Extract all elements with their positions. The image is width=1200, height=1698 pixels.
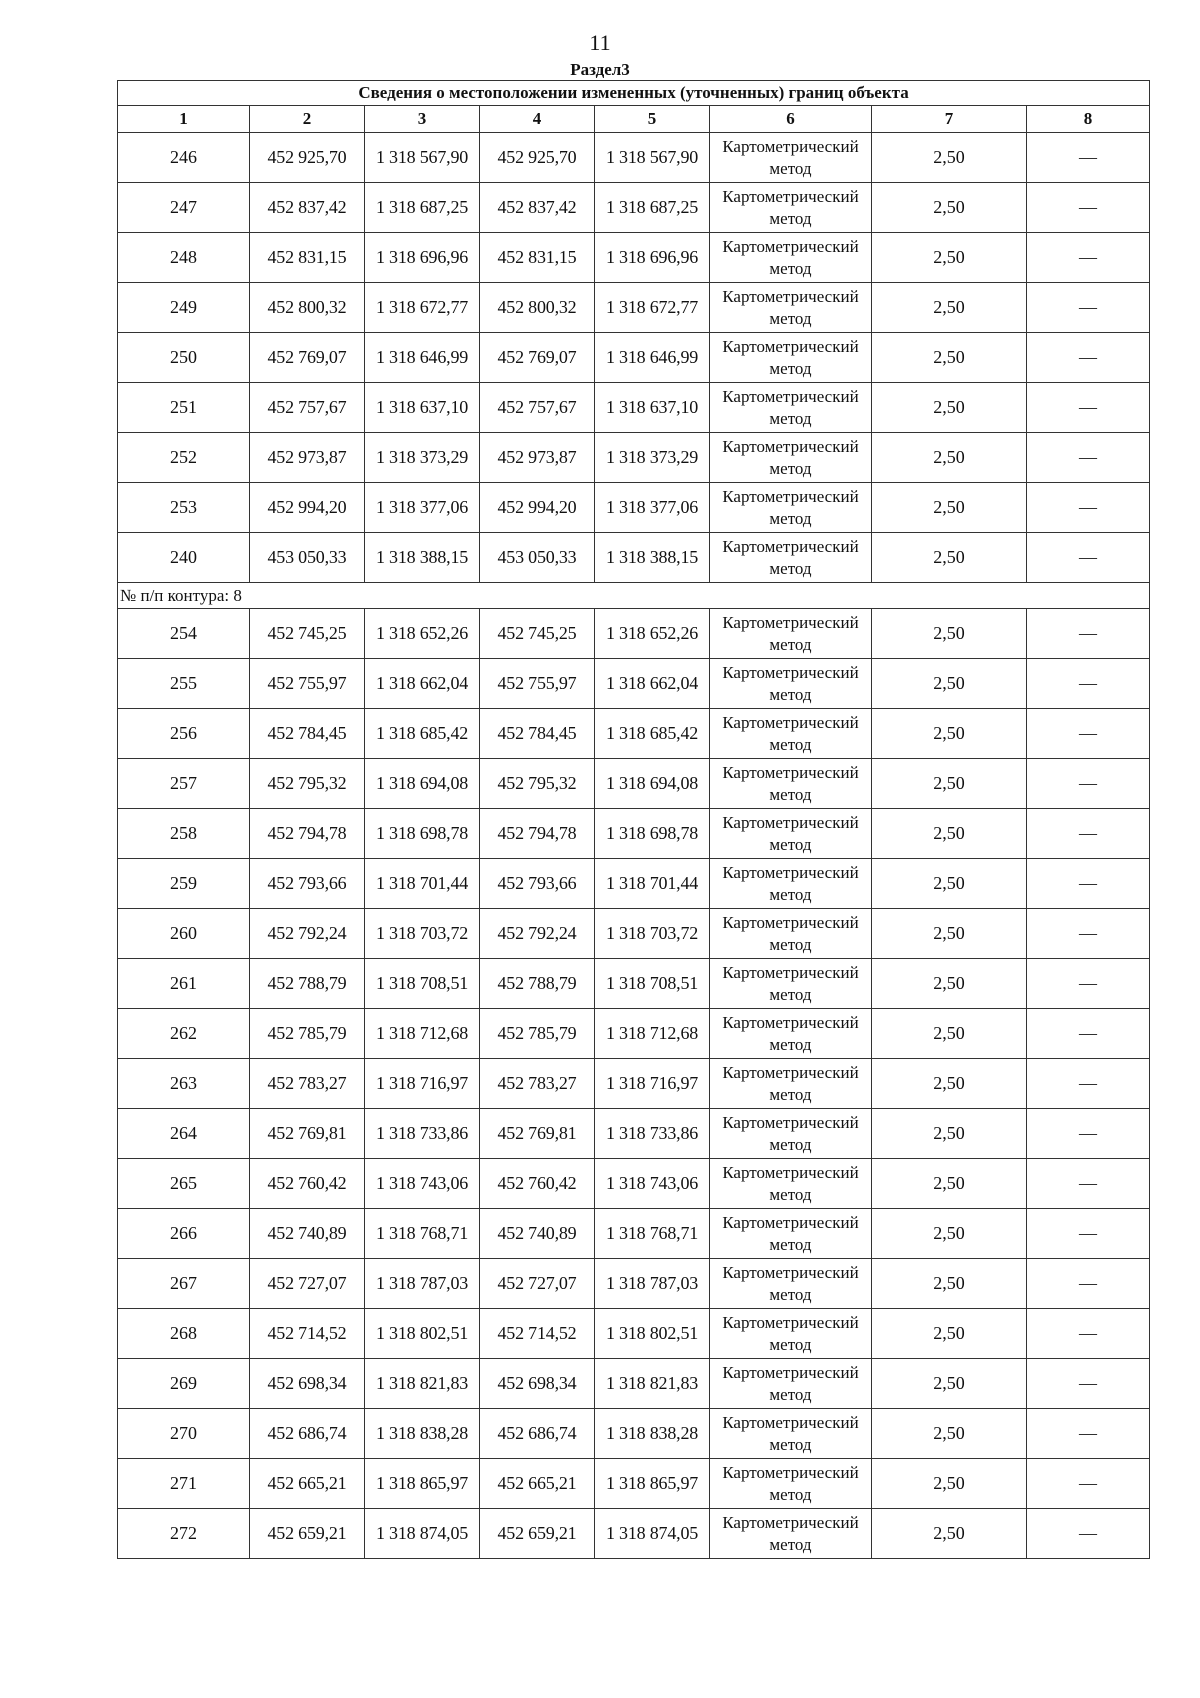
- table-cell-col-7: 2,50: [872, 1509, 1027, 1559]
- table-cell-col-7: 2,50: [872, 433, 1027, 483]
- table-row: [118, 483, 1150, 533]
- table-cell-col-8: —: [1027, 859, 1150, 909]
- table-cell-col-2: 452 795,32: [250, 759, 365, 809]
- table-cell-col-5: 1 318 694,08: [595, 759, 710, 809]
- table-cell-col-6: Картометрический метод: [710, 1359, 872, 1409]
- table-row: [118, 1009, 1150, 1059]
- table-cell-col-1: 271: [118, 1459, 250, 1509]
- table-cell-col-6: Картометрический метод: [710, 383, 872, 433]
- column-header-2: 2: [250, 106, 365, 133]
- table-cell-col-3: 1 318 743,06: [365, 1159, 480, 1209]
- table-cell-col-8: —: [1027, 809, 1150, 859]
- table-cell-col-7: 2,50: [872, 1409, 1027, 1459]
- table-cell-col-3: 1 318 733,86: [365, 1109, 480, 1159]
- table-cell-col-1: 260: [118, 909, 250, 959]
- table-cell-col-3: 1 318 377,06: [365, 483, 480, 533]
- table-row: [118, 1059, 1150, 1109]
- table-cell-col-7: 2,50: [872, 1059, 1027, 1109]
- table-cell-col-8: —: [1027, 1209, 1150, 1259]
- table-cell-col-2: 452 783,27: [250, 1059, 365, 1109]
- table-cell-col-7: 2,50: [872, 483, 1027, 533]
- table-cell-col-3: 1 318 662,04: [365, 659, 480, 709]
- table-row: [118, 133, 1150, 183]
- table-caption-row: [118, 81, 1150, 106]
- table-cell-col-5: 1 318 743,06: [595, 1159, 710, 1209]
- table-cell-col-6: Картометрический метод: [710, 1159, 872, 1209]
- table-cell-col-4: 452 788,79: [480, 959, 595, 1009]
- table-cell-col-7: 2,50: [872, 659, 1027, 709]
- table-cell-col-5: 1 318 787,03: [595, 1259, 710, 1309]
- table-cell-col-4: 452 740,89: [480, 1209, 595, 1259]
- table-cell-col-2: 452 792,24: [250, 909, 365, 959]
- table-row: [118, 759, 1150, 809]
- table-cell-col-7: 2,50: [872, 333, 1027, 383]
- table-cell-col-2: 452 760,42: [250, 1159, 365, 1209]
- table-cell-col-7: 2,50: [872, 383, 1027, 433]
- table-cell-col-4: 452 698,34: [480, 1359, 595, 1409]
- table-row: [118, 1459, 1150, 1509]
- table-cell-col-4: 452 659,21: [480, 1509, 595, 1559]
- table-cell-col-4: 452 792,24: [480, 909, 595, 959]
- table-cell-col-4: 452 745,25: [480, 609, 595, 659]
- table-cell-col-1: 264: [118, 1109, 250, 1159]
- table-cell-col-2: 452 925,70: [250, 133, 365, 183]
- table-cell-col-5: 1 318 388,15: [595, 533, 710, 583]
- table-cell-col-2: 452 994,20: [250, 483, 365, 533]
- table-cell-col-8: —: [1027, 909, 1150, 959]
- table-cell-col-4: 452 755,97: [480, 659, 595, 709]
- table-cell-col-1: 251: [118, 383, 250, 433]
- table-caption: Сведения о местоположении измененных (уточненных) границ объекта: [118, 81, 1150, 106]
- table-cell-col-4: 452 760,42: [480, 1159, 595, 1209]
- table-cell-col-7: 2,50: [872, 533, 1027, 583]
- table-cell-col-3: 1 318 388,15: [365, 533, 480, 583]
- table-row: [118, 333, 1150, 383]
- table-cell-col-4: 452 727,07: [480, 1259, 595, 1309]
- table-cell-col-3: 1 318 712,68: [365, 1009, 480, 1059]
- table-cell-col-4: 452 783,27: [480, 1059, 595, 1109]
- table-cell-col-4: 452 794,78: [480, 809, 595, 859]
- table-cell-col-2: 452 665,21: [250, 1459, 365, 1509]
- table-cell-col-6: Картометрический метод: [710, 1509, 872, 1559]
- table-cell-col-7: 2,50: [872, 1309, 1027, 1359]
- table-cell-col-5: 1 318 373,29: [595, 433, 710, 483]
- table-cell-col-5: 1 318 567,90: [595, 133, 710, 183]
- table-cell-col-1: 249: [118, 283, 250, 333]
- table-cell-col-3: 1 318 701,44: [365, 859, 480, 909]
- table-cell-col-8: —: [1027, 433, 1150, 483]
- table-cell-col-8: —: [1027, 183, 1150, 233]
- table-cell-col-4: 452 837,42: [480, 183, 595, 233]
- table-cell-col-6: Картометрический метод: [710, 1259, 872, 1309]
- table-cell-col-7: 2,50: [872, 233, 1027, 283]
- table-row: [118, 1159, 1150, 1209]
- table-row: [118, 433, 1150, 483]
- column-header-6: 6: [710, 106, 872, 133]
- table-cell-col-5: 1 318 637,10: [595, 383, 710, 433]
- table-cell-col-6: Картометрический метод: [710, 183, 872, 233]
- table-cell-col-8: —: [1027, 1509, 1150, 1559]
- table-cell-col-7: 2,50: [872, 759, 1027, 809]
- table-row: [118, 383, 1150, 433]
- contour-label-row: [118, 583, 1150, 609]
- table-cell-col-4: 452 665,21: [480, 1459, 595, 1509]
- table-row: [118, 1409, 1150, 1459]
- table-cell-col-6: Картометрический метод: [710, 809, 872, 859]
- table-cell-col-2: 452 837,42: [250, 183, 365, 233]
- table-cell-col-2: 452 788,79: [250, 959, 365, 1009]
- table-row: [118, 1309, 1150, 1359]
- table-row: [118, 959, 1150, 1009]
- table-cell-col-4: 452 795,32: [480, 759, 595, 809]
- table-row: [118, 283, 1150, 333]
- table-row: [118, 1209, 1150, 1259]
- table-cell-col-6: Картометрический метод: [710, 609, 872, 659]
- table-cell-col-6: Картометрический метод: [710, 709, 872, 759]
- table-cell-col-1: 247: [118, 183, 250, 233]
- table-cell-col-4: 452 793,66: [480, 859, 595, 909]
- table-cell-col-2: 453 050,33: [250, 533, 365, 583]
- table-cell-col-1: 270: [118, 1409, 250, 1459]
- table-cell-col-1: 250: [118, 333, 250, 383]
- table-cell-col-4: 452 925,70: [480, 133, 595, 183]
- table-cell-col-2: 452 757,67: [250, 383, 365, 433]
- table-row: [118, 659, 1150, 709]
- table-cell-col-5: 1 318 821,83: [595, 1359, 710, 1409]
- table-cell-col-6: Картометрический метод: [710, 1209, 872, 1259]
- table-cell-col-2: 452 793,66: [250, 859, 365, 909]
- table-cell-col-1: 269: [118, 1359, 250, 1409]
- table-cell-col-2: 452 769,81: [250, 1109, 365, 1159]
- table-cell-col-5: 1 318 662,04: [595, 659, 710, 709]
- table-cell-col-3: 1 318 696,96: [365, 233, 480, 283]
- table-cell-col-1: 265: [118, 1159, 250, 1209]
- table-row: [118, 1509, 1150, 1559]
- table-cell-col-1: 240: [118, 533, 250, 583]
- table-cell-col-6: Картометрический метод: [710, 1409, 872, 1459]
- table-cell-col-6: Картометрический метод: [710, 859, 872, 909]
- table-cell-col-8: —: [1027, 283, 1150, 333]
- table-row: [118, 709, 1150, 759]
- table-cell-col-7: 2,50: [872, 609, 1027, 659]
- table-cell-col-5: 1 318 377,06: [595, 483, 710, 533]
- page-number: 11: [589, 30, 611, 55]
- table-row: [118, 909, 1150, 959]
- table-row: [118, 533, 1150, 583]
- table-cell-col-3: 1 318 865,97: [365, 1459, 480, 1509]
- table-cell-col-4: 452 686,74: [480, 1409, 595, 1459]
- column-header-3: 3: [365, 106, 480, 133]
- table-cell-col-5: 1 318 708,51: [595, 959, 710, 1009]
- table-cell-col-8: —: [1027, 659, 1150, 709]
- table-cell-col-5: 1 318 646,99: [595, 333, 710, 383]
- table-cell-col-2: 452 686,74: [250, 1409, 365, 1459]
- table-cell-col-1: 259: [118, 859, 250, 909]
- table-cell-col-7: 2,50: [872, 859, 1027, 909]
- table-cell-col-8: —: [1027, 709, 1150, 759]
- table-cell-col-4: 452 757,67: [480, 383, 595, 433]
- column-header-7: 7: [872, 106, 1027, 133]
- table-cell-col-5: 1 318 652,26: [595, 609, 710, 659]
- table-cell-col-5: 1 318 687,25: [595, 183, 710, 233]
- table-cell-col-3: 1 318 874,05: [365, 1509, 480, 1559]
- table-cell-col-1: 254: [118, 609, 250, 659]
- table-row: [118, 809, 1150, 859]
- table-cell-col-2: 452 800,32: [250, 283, 365, 333]
- table-cell-col-3: 1 318 768,71: [365, 1209, 480, 1259]
- table-cell-col-6: Картометрический метод: [710, 1009, 872, 1059]
- table-cell-col-5: 1 318 768,71: [595, 1209, 710, 1259]
- table-cell-col-8: —: [1027, 383, 1150, 433]
- table-cell-col-2: 452 740,89: [250, 1209, 365, 1259]
- table-cell-col-3: 1 318 703,72: [365, 909, 480, 959]
- table-cell-col-8: —: [1027, 1009, 1150, 1059]
- table-cell-col-7: 2,50: [872, 1209, 1027, 1259]
- table-cell-col-4: 452 973,87: [480, 433, 595, 483]
- table-cell-col-6: Картометрический метод: [710, 1059, 872, 1109]
- table-cell-col-8: —: [1027, 609, 1150, 659]
- table-cell-col-8: —: [1027, 1459, 1150, 1509]
- table-cell-col-2: 452 794,78: [250, 809, 365, 859]
- table-body: [118, 133, 1150, 1559]
- table-cell-col-7: 2,50: [872, 1009, 1027, 1059]
- table-cell-col-4: 452 714,52: [480, 1309, 595, 1359]
- table-cell-col-5: 1 318 712,68: [595, 1009, 710, 1059]
- table-cell-col-3: 1 318 637,10: [365, 383, 480, 433]
- table-cell-col-6: Картометрический метод: [710, 483, 872, 533]
- table-cell-col-6: Картометрический метод: [710, 1459, 872, 1509]
- table-cell-col-3: 1 318 802,51: [365, 1309, 480, 1359]
- column-header-8: 8: [1027, 106, 1150, 133]
- column-header-4: 4: [480, 106, 595, 133]
- table-cell-col-5: 1 318 716,97: [595, 1059, 710, 1109]
- table-cell-col-5: 1 318 733,86: [595, 1109, 710, 1159]
- table-cell-col-8: —: [1027, 133, 1150, 183]
- table-cell-col-1: 252: [118, 433, 250, 483]
- table-cell-col-7: 2,50: [872, 1159, 1027, 1209]
- table-cell-col-4: 452 769,07: [480, 333, 595, 383]
- table-cell-col-8: —: [1027, 1109, 1150, 1159]
- section-title: Раздел3: [570, 60, 630, 79]
- table-cell-col-5: 1 318 703,72: [595, 909, 710, 959]
- table-cell-col-5: 1 318 701,44: [595, 859, 710, 909]
- table-row: [118, 1109, 1150, 1159]
- table-cell-col-1: 262: [118, 1009, 250, 1059]
- table-cell-col-1: 248: [118, 233, 250, 283]
- table-cell-col-5: 1 318 865,97: [595, 1459, 710, 1509]
- table-cell-col-1: 268: [118, 1309, 250, 1359]
- contour-label: № п/п контура: 8: [118, 583, 1150, 609]
- table-row: [118, 183, 1150, 233]
- table-cell-col-6: Картометрический метод: [710, 659, 872, 709]
- table-cell-col-6: Картометрический метод: [710, 1109, 872, 1159]
- table-cell-col-7: 2,50: [872, 1359, 1027, 1409]
- table-cell-col-1: 246: [118, 133, 250, 183]
- table-cell-col-3: 1 318 708,51: [365, 959, 480, 1009]
- table-cell-col-8: —: [1027, 1059, 1150, 1109]
- table-cell-col-1: 258: [118, 809, 250, 859]
- table-cell-col-4: 452 784,45: [480, 709, 595, 759]
- table-cell-col-1: 272: [118, 1509, 250, 1559]
- table-cell-col-6: Картометрический метод: [710, 533, 872, 583]
- table-row: [118, 1259, 1150, 1309]
- table-cell-col-8: —: [1027, 333, 1150, 383]
- table-cell-col-3: 1 318 821,83: [365, 1359, 480, 1409]
- table-cell-col-3: 1 318 672,77: [365, 283, 480, 333]
- table-cell-col-2: 452 659,21: [250, 1509, 365, 1559]
- table-cell-col-2: 452 831,15: [250, 233, 365, 283]
- table-cell-col-2: 452 727,07: [250, 1259, 365, 1309]
- table-cell-col-1: 263: [118, 1059, 250, 1109]
- table-cell-col-8: —: [1027, 959, 1150, 1009]
- table-cell-col-1: 257: [118, 759, 250, 809]
- table-cell-col-4: 453 050,33: [480, 533, 595, 583]
- boundary-coordinates-table: [117, 80, 1150, 1559]
- column-header-5: 5: [595, 106, 710, 133]
- table-cell-col-7: 2,50: [872, 959, 1027, 1009]
- table-cell-col-1: 255: [118, 659, 250, 709]
- table-cell-col-8: —: [1027, 1259, 1150, 1309]
- table-cell-col-5: 1 318 874,05: [595, 1509, 710, 1559]
- table-cell-col-3: 1 318 716,97: [365, 1059, 480, 1109]
- table-cell-col-2: 452 755,97: [250, 659, 365, 709]
- table-cell-col-1: 256: [118, 709, 250, 759]
- table-cell-col-3: 1 318 567,90: [365, 133, 480, 183]
- table-cell-col-4: 452 769,81: [480, 1109, 595, 1159]
- table-cell-col-8: —: [1027, 233, 1150, 283]
- table-cell-col-5: 1 318 672,77: [595, 283, 710, 333]
- table-row: [118, 859, 1150, 909]
- table-cell-col-4: 452 785,79: [480, 1009, 595, 1059]
- table-cell-col-6: Картометрический метод: [710, 433, 872, 483]
- table-header-row: [118, 106, 1150, 133]
- table-cell-col-8: —: [1027, 759, 1150, 809]
- table-cell-col-3: 1 318 652,26: [365, 609, 480, 659]
- table-cell-col-6: Картометрический метод: [710, 333, 872, 383]
- table-cell-col-3: 1 318 787,03: [365, 1259, 480, 1309]
- table-cell-col-8: —: [1027, 1359, 1150, 1409]
- table-cell-col-3: 1 318 687,25: [365, 183, 480, 233]
- table-cell-col-5: 1 318 696,96: [595, 233, 710, 283]
- table-cell-col-7: 2,50: [872, 1259, 1027, 1309]
- table-cell-col-7: 2,50: [872, 709, 1027, 759]
- table-cell-col-6: Картометрический метод: [710, 283, 872, 333]
- table-cell-col-8: —: [1027, 483, 1150, 533]
- table-cell-col-7: 2,50: [872, 809, 1027, 859]
- table-cell-col-8: —: [1027, 1309, 1150, 1359]
- table-cell-col-2: 452 698,34: [250, 1359, 365, 1409]
- table-cell-col-7: 2,50: [872, 1459, 1027, 1509]
- table-row: [118, 1359, 1150, 1409]
- table-cell-col-6: Картометрический метод: [710, 909, 872, 959]
- table-cell-col-3: 1 318 694,08: [365, 759, 480, 809]
- table-cell-col-7: 2,50: [872, 133, 1027, 183]
- table-cell-col-6: Картометрический метод: [710, 133, 872, 183]
- table-cell-col-2: 452 714,52: [250, 1309, 365, 1359]
- table-cell-col-5: 1 318 838,28: [595, 1409, 710, 1459]
- table-cell-col-6: Картометрический метод: [710, 1309, 872, 1359]
- table-cell-col-8: —: [1027, 533, 1150, 583]
- table-cell-col-2: 452 973,87: [250, 433, 365, 483]
- table-cell-col-1: 266: [118, 1209, 250, 1259]
- table-cell-col-7: 2,50: [872, 1109, 1027, 1159]
- table-cell-col-6: Картометрический метод: [710, 959, 872, 1009]
- table-cell-col-8: —: [1027, 1409, 1150, 1459]
- table-cell-col-1: 253: [118, 483, 250, 533]
- table-cell-col-3: 1 318 646,99: [365, 333, 480, 383]
- table-cell-col-7: 2,50: [872, 909, 1027, 959]
- table-cell-col-7: 2,50: [872, 283, 1027, 333]
- table-cell-col-1: 267: [118, 1259, 250, 1309]
- table-cell-col-4: 452 994,20: [480, 483, 595, 533]
- table-row: [118, 609, 1150, 659]
- table-cell-col-5: 1 318 698,78: [595, 809, 710, 859]
- table-cell-col-2: 452 785,79: [250, 1009, 365, 1059]
- column-header-1: 1: [118, 106, 250, 133]
- table-cell-col-2: 452 745,25: [250, 609, 365, 659]
- table-cell-col-2: 452 784,45: [250, 709, 365, 759]
- table-cell-col-5: 1 318 685,42: [595, 709, 710, 759]
- table-cell-col-8: —: [1027, 1159, 1150, 1209]
- table-cell-col-6: Картометрический метод: [710, 233, 872, 283]
- table-cell-col-3: 1 318 698,78: [365, 809, 480, 859]
- table-cell-col-4: 452 831,15: [480, 233, 595, 283]
- table-cell-col-3: 1 318 373,29: [365, 433, 480, 483]
- table-cell-col-4: 452 800,32: [480, 283, 595, 333]
- table-cell-col-3: 1 318 838,28: [365, 1409, 480, 1459]
- table-cell-col-6: Картометрический метод: [710, 759, 872, 809]
- table-cell-col-1: 261: [118, 959, 250, 1009]
- table-cell-col-7: 2,50: [872, 183, 1027, 233]
- table-cell-col-5: 1 318 802,51: [595, 1309, 710, 1359]
- table-cell-col-3: 1 318 685,42: [365, 709, 480, 759]
- table-cell-col-2: 452 769,07: [250, 333, 365, 383]
- table-row: [118, 233, 1150, 283]
